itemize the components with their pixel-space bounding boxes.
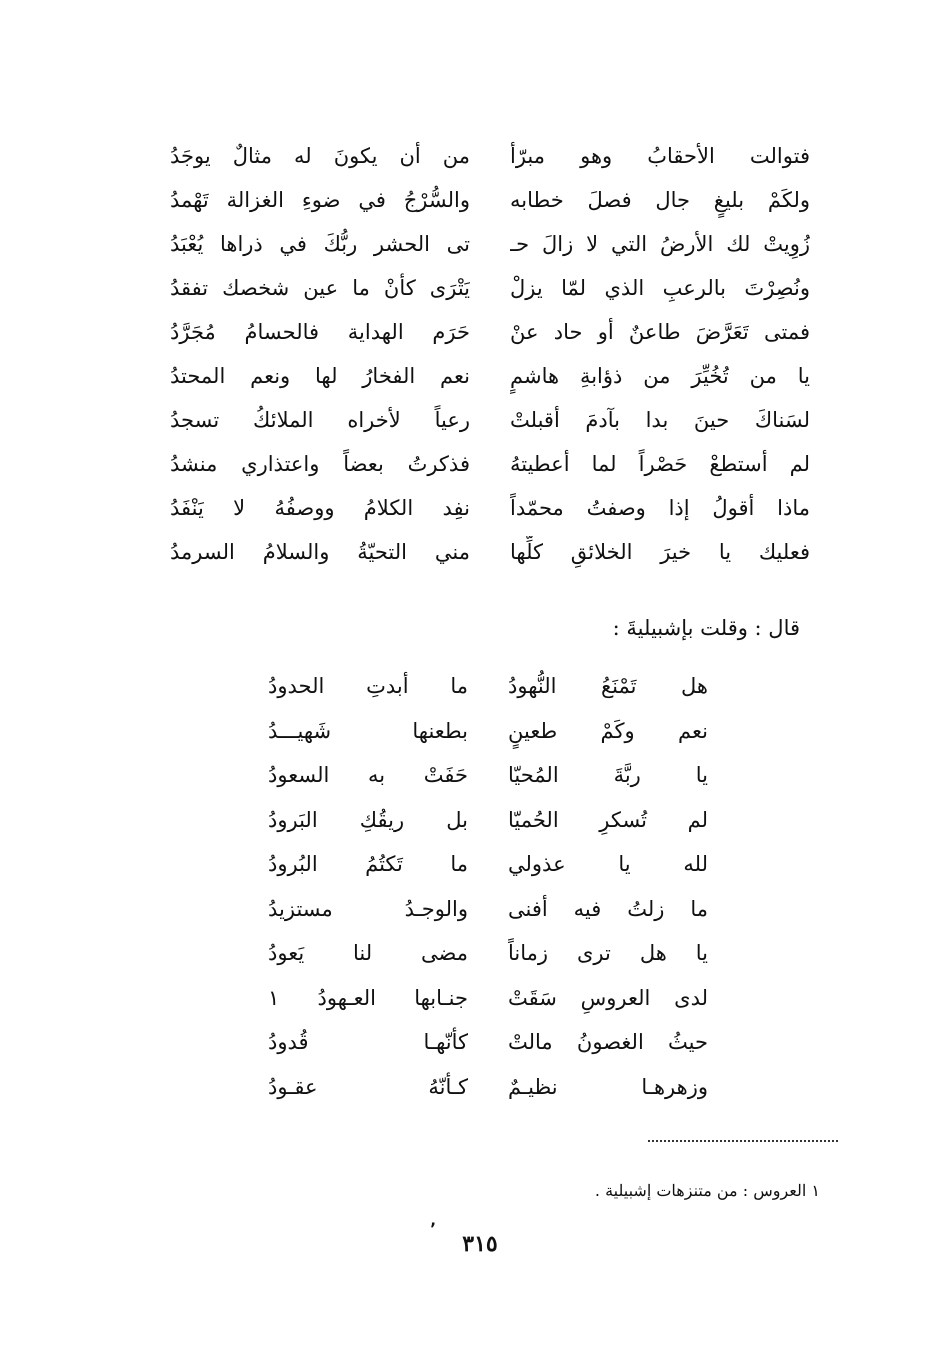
verse-line bbox=[268, 937, 708, 982]
verse-line bbox=[268, 982, 708, 1027]
verse-second-hemistich: كـأنّهُ عقـودُ bbox=[268, 1074, 468, 1099]
verse-line bbox=[268, 759, 708, 804]
verse-first-hemistich: يا هل ترى زماناً bbox=[508, 941, 708, 965]
verse-second-hemistich: من أن يكونَ له مثالٌ يوجَدُ bbox=[170, 144, 470, 168]
verse-first-hemistich: نعم وكَمْ طعينٍ bbox=[508, 718, 708, 743]
verse-first-hemistich: فتوالت الأحقابُ وهو مبرّأ bbox=[510, 144, 810, 168]
verse-first-hemistich: لسَناكَ حينَ بدا بآدمَ أقبلتْ bbox=[510, 408, 810, 432]
verse-second-hemistich: رعياً لأخراه الملائكُ تسجدُ bbox=[170, 408, 470, 432]
verse-line bbox=[170, 360, 810, 404]
verse-first-hemistich: هل تَمْنَعُ النُّهودُ bbox=[508, 674, 708, 698]
verse-line bbox=[268, 804, 708, 849]
verse-line bbox=[170, 492, 810, 536]
page-mark: ٬ bbox=[430, 1220, 436, 1241]
footnote-divider bbox=[648, 1140, 838, 1142]
verse-second-hemistich: مني التحيّةُ والسلامُ السرمدُ bbox=[170, 540, 470, 564]
verse-second-hemistich: ما أبدتِ الحدودُ bbox=[268, 674, 468, 698]
verse-first-hemistich: لم تُسكرِ الحُميّا bbox=[508, 807, 708, 832]
page-number: ٣١٥ bbox=[462, 1231, 498, 1257]
verse-second-hemistich: نعم الفخارُ لها ونعم المحتدُ bbox=[170, 364, 470, 388]
verse-second-hemistich: بل ريقُكِ البَرودُ bbox=[268, 807, 468, 832]
verse-first-hemistich: ما زلتُ فيه أفنى bbox=[508, 896, 708, 921]
verse-second-hemistich: يَتْرَى كأنْ ما عين شخصك تفقدُ bbox=[170, 276, 470, 300]
verse-second-hemistich: جنـابها العـهودُ ١ bbox=[268, 985, 468, 1010]
lower-poem bbox=[268, 670, 708, 1115]
verse-line bbox=[268, 715, 708, 760]
verse-line bbox=[268, 893, 708, 938]
verse-second-hemistich: كأنّهـا قُدودُ bbox=[268, 1030, 468, 1054]
verse-first-hemistich: زُوِيتْ لك الأرضُ التي لا زالَ حـ bbox=[510, 232, 810, 256]
verse-second-hemistich: حَفَتْ به السعودُ bbox=[268, 763, 468, 787]
verse-first-hemistich: حيثُ الغصونُ مالتْ bbox=[508, 1030, 708, 1054]
verse-second-hemistich: حَرَم الهداية فالحسامُ مُجَرَّدُ bbox=[170, 320, 470, 344]
verse-second-hemistich: مضى لنا يَعودُ bbox=[268, 941, 468, 965]
verse-second-hemistich: بطعنها شَهيـــدُ bbox=[268, 718, 468, 743]
verse-first-hemistich: وزهرهـا نظيـمٌ bbox=[508, 1074, 708, 1099]
verse-line bbox=[268, 1071, 708, 1116]
verse-line bbox=[170, 184, 810, 228]
verse-line bbox=[170, 448, 810, 492]
poem-intro-line: قال : وقلت بإشبيليةَ : bbox=[612, 616, 800, 640]
verse-second-hemistich: والوجـدُ مستزيدُ bbox=[268, 896, 468, 921]
verse-second-hemistich: فذكرتُ بعضاً واعتذاري منشدُ bbox=[170, 452, 470, 476]
verse-line bbox=[170, 228, 810, 272]
verse-first-hemistich: ماذا أقولُ إذا وصفتُ محمّداً bbox=[510, 496, 810, 520]
verse-second-hemistich: تى الحشر ربُّكَ في ذراها يُعْبَدُ bbox=[170, 232, 470, 256]
upper-poem bbox=[170, 140, 810, 580]
verse-line bbox=[170, 536, 810, 580]
verse-line bbox=[170, 140, 810, 184]
verse-line bbox=[170, 316, 810, 360]
verse-line bbox=[268, 1026, 708, 1071]
verse-second-hemistich: ما تَكتُمُ البُرودُ bbox=[268, 852, 468, 876]
verse-first-hemistich: لله يا عذولي bbox=[508, 852, 708, 876]
verse-first-hemistich: يا ربَّةَ المُحيّا bbox=[508, 763, 708, 787]
verse-line bbox=[268, 670, 708, 715]
footnote: ١ العروس : من متنزهات إشبيلية . bbox=[594, 1181, 820, 1200]
verse-second-hemistich: نفِد الكلامُ ووصفُهُ لا يَنْفَدُ bbox=[170, 496, 470, 520]
verse-first-hemistich: فمتى تَعَرَّضَ طاعنٌ أو حاد عنْ bbox=[510, 320, 810, 344]
verse-line bbox=[170, 404, 810, 448]
verse-line bbox=[170, 272, 810, 316]
verse-first-hemistich: ولكَمْ بليغٍ جال فصلَ خطابه bbox=[510, 188, 810, 212]
verse-second-hemistich: والسُّرْجُ في ضوءِ الغزالة تَهْمدُ bbox=[170, 188, 470, 212]
verse-first-hemistich: لدى العروسِ سَقَتْ bbox=[508, 985, 708, 1010]
verse-first-hemistich: ونُصِرْتَ بالرعبِ الذي لمّا يزلْ bbox=[510, 276, 810, 300]
verse-first-hemistich: يا من تُخُيِّرَ من ذؤابةِ هاشمٍ bbox=[510, 364, 810, 388]
verse-first-hemistich: لم أستطعْ حَصْراً لما أعطيتهُ bbox=[510, 452, 810, 476]
verse-line bbox=[268, 848, 708, 893]
verse-first-hemistich: فعليك يا خيرَ الخلائقِ كلِّها bbox=[510, 540, 810, 564]
